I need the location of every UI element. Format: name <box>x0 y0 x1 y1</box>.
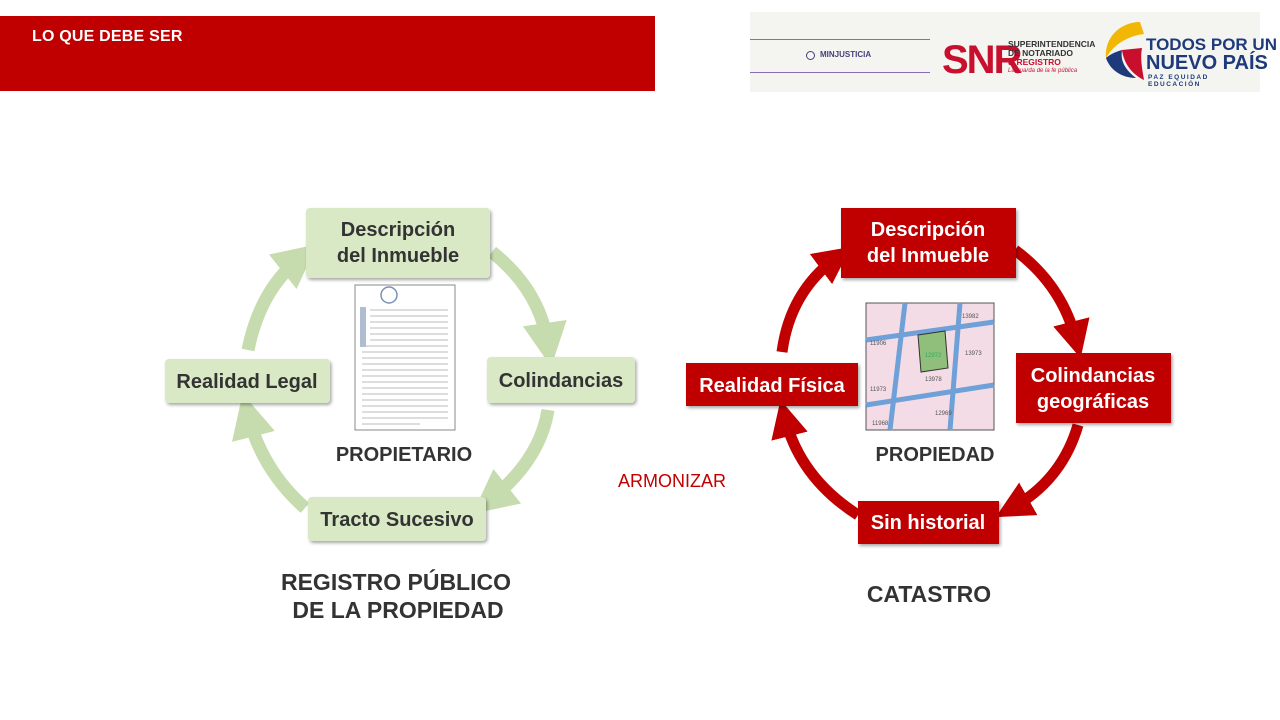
snr-tagline: La guarda de la fe pública <box>1008 68 1078 74</box>
cycle-arrow <box>490 410 548 500</box>
todos-tagline: PAZ EQUIDAD EDUCACIÓN <box>1148 74 1209 88</box>
label-propiedad: PROPIEDAD <box>875 444 995 466</box>
label-armonizar: ARMONIZAR <box>618 471 726 491</box>
cycle-arrow <box>492 252 548 345</box>
document-icon <box>355 285 455 430</box>
todos-line: NUEVO PAÍS <box>1146 52 1268 74</box>
label-realidad-fisica: Realidad Física <box>699 375 845 397</box>
label-top-line1: Descripción <box>870 219 986 241</box>
map-label: 12969 <box>935 411 952 417</box>
map-label: 11968 <box>872 421 889 427</box>
label-top-line2: del Inmueble <box>866 245 990 267</box>
caption-catastro: CATASTRO <box>866 581 992 607</box>
snr-logo: SNR <box>942 38 1021 82</box>
map-parcel-label: 12972 <box>924 353 942 359</box>
map-label: 11973 <box>870 387 887 393</box>
label-colindancias-line2: geográficas <box>1036 391 1150 413</box>
label-sin-historial: Sin historial <box>870 512 986 534</box>
minjusticia-logo: MINJUSTICIA <box>820 50 872 59</box>
map-label: 11906 <box>870 341 887 347</box>
snr-name-line: DE NOTARIADO <box>1008 48 1074 58</box>
cycle-arrow <box>785 418 858 515</box>
snr-name-line: SUPERINTENDENCIA <box>1008 39 1096 49</box>
caption-line2: DE LA PROPIEDAD <box>292 597 504 623</box>
cycle-arrow <box>248 415 305 508</box>
map-label: 13982 <box>962 314 979 320</box>
label-realidad-legal: Realidad Legal <box>176 371 318 393</box>
label-colindancias: Colindancias <box>498 370 624 392</box>
cycle-arrow <box>248 258 300 350</box>
cycle-arrow <box>1012 425 1078 508</box>
cycle-arrow <box>782 258 836 352</box>
label-tracto-sucesivo: Tracto Sucesivo <box>320 509 474 531</box>
snr-name-line: & REGISTRO <box>1008 57 1061 67</box>
cadastral-map-icon <box>866 303 994 430</box>
label-colindancias-line1: Colindancias <box>1030 365 1156 387</box>
label-top-line1: Descripción <box>340 219 456 241</box>
todos-line: TODOS POR UN <box>1146 35 1277 54</box>
label-propietario: PROPIETARIO <box>335 444 473 466</box>
caption-line1: REGISTRO PÚBLICO <box>280 569 512 595</box>
map-label: 13973 <box>965 351 982 357</box>
cycle-arrow <box>1015 250 1076 340</box>
map-label: 13978 <box>925 377 942 383</box>
slide-title: LO QUE DEBE SER <box>32 28 183 45</box>
label-top-line2: del Inmueble <box>336 245 460 267</box>
